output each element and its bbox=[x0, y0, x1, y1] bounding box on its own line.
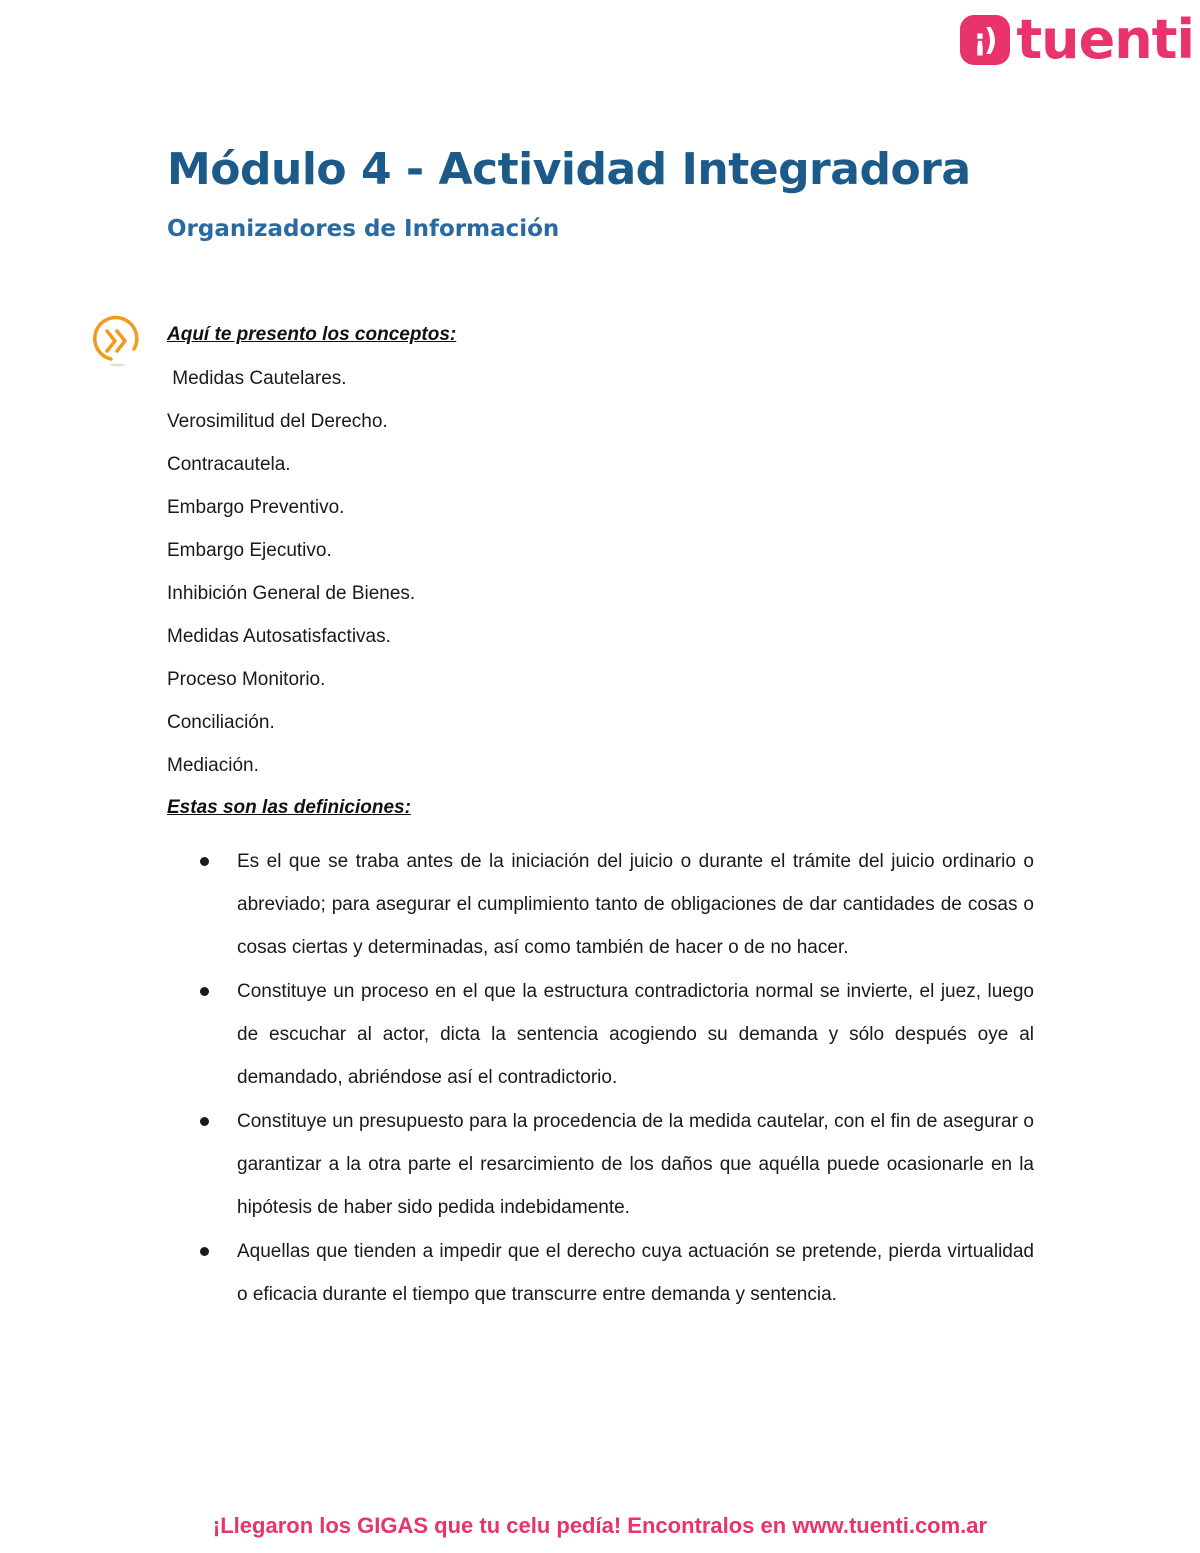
definitions-heading: Estas son las definiciones: bbox=[167, 797, 411, 818]
definition-item bbox=[200, 1100, 1034, 1229]
concept-item: Conciliación. bbox=[167, 712, 275, 733]
bullet-icon bbox=[200, 1117, 209, 1126]
bullet-icon bbox=[200, 987, 209, 996]
concept-item: Medidas Cautelares. bbox=[167, 368, 347, 389]
concept-item: Medidas Autosatisfactivas. bbox=[167, 626, 391, 647]
definition-item bbox=[200, 1230, 1034, 1316]
concept-item: Embargo Ejecutivo. bbox=[167, 540, 332, 561]
tuenti-logo[interactable] bbox=[960, 10, 1194, 70]
footer-promo-link[interactable]: ¡Llegaron los GIGAS que tu celu pedía! Encontralos en www.tuenti.com.ar bbox=[212, 1513, 988, 1538]
definition-item bbox=[200, 970, 1034, 1099]
definition-text: Constituye un presupuesto para la procedencia de la medida cautelar, con el fin de asegurar o garantizar a la otra parte el resarcimiento de los daños que aquélla puede ocasionarle en la hipótesis de haber sido pedida indebidamente. bbox=[237, 1111, 1034, 1218]
tuenti-logo-mark: ¡) bbox=[960, 15, 1010, 65]
definitions-list bbox=[200, 840, 1034, 1316]
bullet-icon bbox=[200, 1247, 209, 1256]
document-title: Módulo 4 - Actividad Integradora bbox=[167, 144, 971, 195]
concept-item: Verosimilitud del Derecho. bbox=[167, 411, 388, 432]
concept-item: Contracautela. bbox=[167, 454, 291, 475]
definition-text: Es el que se traba antes de la iniciación del juicio o durante el trámite del juicio ordinario o abreviado; para asegurar el cumplimiento tanto de obligaciones de dar cantidades de cosas o cosas ciertas y determinadas, así como también de hacer o de no hacer. bbox=[237, 851, 1034, 958]
concept-item: Inhibición General de Bienes. bbox=[167, 583, 416, 604]
tuenti-logo-wordmark: tuenti bbox=[1016, 8, 1194, 71]
double-chevron-right-icon bbox=[91, 315, 141, 367]
concept-item: Mediación. bbox=[167, 755, 259, 776]
concepts-list bbox=[167, 367, 415, 797]
definition-text: Constituye un proceso en el que la estructura contradictoria normal se invierte, el juez, luego de escuchar al actor, dicta la sentencia acogiendo su demanda y sólo después oye al demandado, abriéndose así el contradictorio. bbox=[237, 981, 1034, 1088]
document-subtitle: Organizadores de Información bbox=[167, 216, 560, 242]
concept-item: Proceso Monitorio. bbox=[167, 669, 326, 690]
concepts-heading: Aquí te presento los conceptos: bbox=[167, 324, 457, 345]
definition-item bbox=[200, 840, 1034, 969]
definition-text: Aquellas que tienden a impedir que el derecho cuya actuación se pretende, pierda virtualidad o eficacia durante el tiempo que transcurre entre demanda y sentencia. bbox=[237, 1241, 1034, 1305]
bullet-icon bbox=[200, 857, 209, 866]
concept-item: Embargo Preventivo. bbox=[167, 497, 345, 518]
